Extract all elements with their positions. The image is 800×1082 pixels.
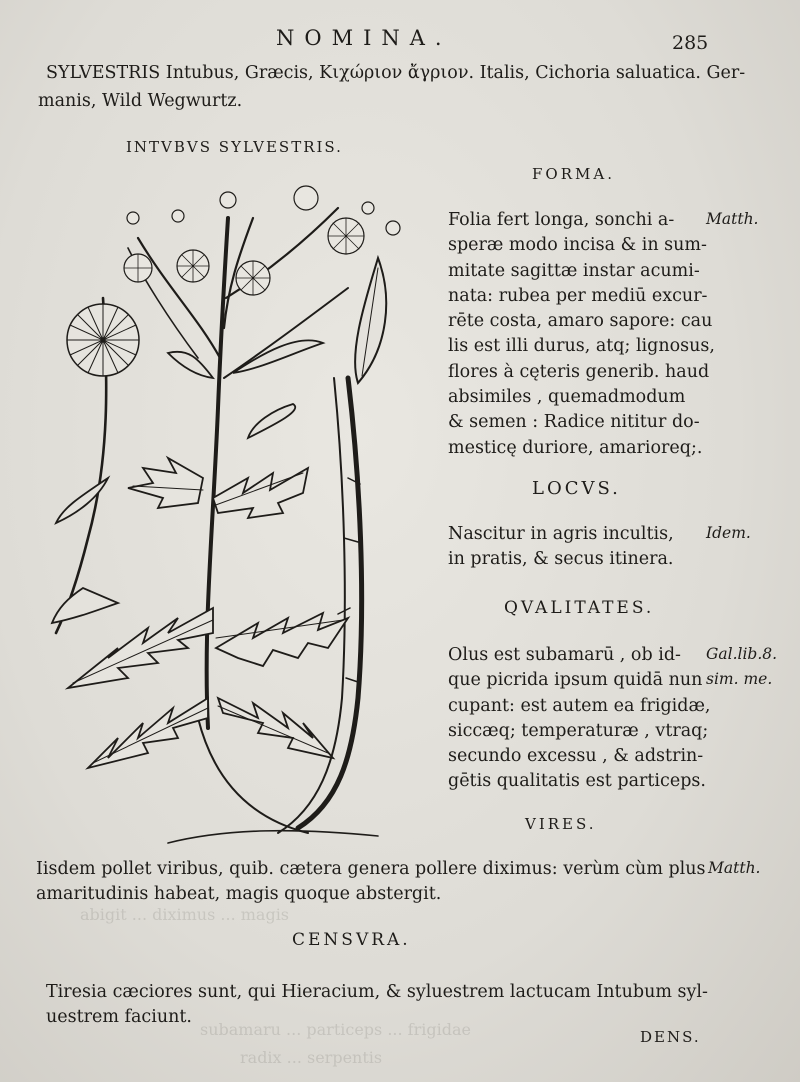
page-number: 285: [672, 32, 709, 54]
section-heading-locus: LOCVS.: [532, 478, 621, 499]
text-line: que picrida ipsum quidā nun: [448, 670, 703, 691]
text-line: amaritudinis habeat, magis quoque abstergit.: [36, 884, 442, 905]
show-through-text: abigit ... diximus ... magis: [80, 905, 290, 924]
qualitates-text: [448, 643, 710, 795]
text-line: secundo excessu , & adstrin-: [448, 746, 704, 767]
text-line: lis est illi durus, atq; lignosus,: [448, 336, 715, 357]
section-heading-censura: CENSVRA.: [292, 930, 411, 950]
vires-text: [36, 857, 706, 908]
marginal-note-sim-me: sim. me.: [706, 670, 773, 688]
plant-names-line-1: SYLVESTRIS Intubus, Græcis, Κιχώριον ἄγριον. Italis, Cichoria saluatica. Ger-: [46, 63, 746, 83]
locus-text: [448, 522, 674, 573]
text-line: gētis qualitatis est particeps.: [448, 771, 706, 792]
marginal-note-matth: Matth.: [706, 210, 759, 228]
marginal-note-galen: Gal.lib.8.: [706, 645, 778, 663]
text-line: absimiles , quemadmodum: [448, 387, 686, 408]
text-line: uestrem faciunt.: [46, 1007, 192, 1028]
censura-text: [46, 980, 708, 1031]
running-title: NOMINA.: [276, 26, 452, 50]
text-line: Olus est subamarū , ob id-: [448, 645, 681, 665]
marginal-note-idem: Idem.: [706, 524, 751, 542]
section-heading-forma: FORMA.: [532, 165, 615, 183]
text-line: mitate sagittæ instar acumi-: [448, 260, 700, 281]
marginal-note-matth: Matth.: [708, 859, 761, 877]
text-line: Tiresia cæciores sunt, qui Hieracium, & syluestrem lactucam Intubum syl-: [46, 982, 708, 1002]
text-line: mesticę duriore, amarioreq;.: [448, 437, 703, 458]
text-line: & semen : Radice nititur do-: [448, 412, 700, 433]
text-line: Folia fert longa, sonchi a-: [448, 210, 675, 230]
catchword: DENS.: [640, 1028, 701, 1046]
text-line: siccæq; temperaturæ , vtraq;: [448, 720, 709, 741]
plant-names-line-2: manis, Wild Wegwurtz.: [38, 91, 243, 111]
section-heading-qualitates: QVALITATES.: [504, 598, 655, 618]
text-line: in pratis, & secus itinera.: [448, 549, 674, 570]
plant-woodcut-illustration: [48, 178, 418, 850]
section-heading-vires: VIRES.: [525, 815, 597, 833]
text-line: cupant: est autem ea frigidæ,: [448, 695, 711, 716]
text-line: rēte costa, amaro sapore: cau: [448, 311, 713, 332]
forma-text: [448, 208, 715, 461]
figure-caption: INTVBVS SYLVESTRIS.: [126, 138, 343, 156]
text-line: nata: rubea per mediū excur-: [448, 285, 708, 306]
text-line: Nascitur in agris incultis,: [448, 524, 674, 544]
text-line: flores à cęteris generib. haud: [448, 361, 710, 382]
show-through-text: radix ... serpentis: [240, 1048, 383, 1067]
text-line: speræ modo incisa & in sum-: [448, 235, 707, 256]
text-line: Iisdem pollet viribus, quib. cætera genera pollere diximus: verùm cùm plus: [36, 859, 706, 879]
show-through-text: subamaru ... particeps ... frigidae: [200, 1020, 471, 1039]
